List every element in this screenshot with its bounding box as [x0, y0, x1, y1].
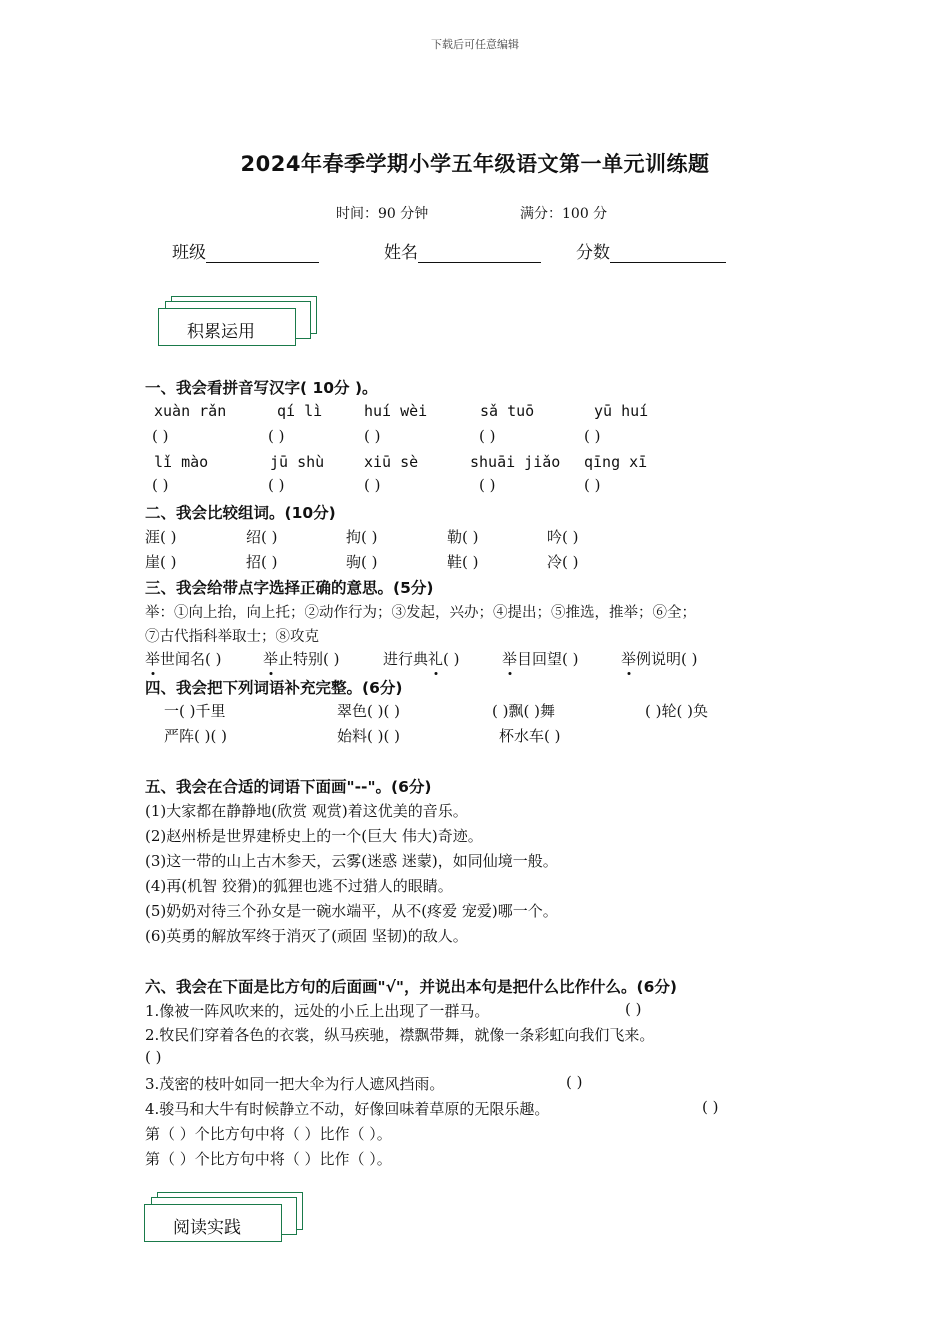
q2-item-8[interactable]: 驹( ) [346, 553, 378, 571]
q4-item-1[interactable]: 一( )千里 [164, 702, 226, 720]
section-label-reading: 阅读实践 [173, 1218, 241, 1238]
q4-item-3[interactable]: ( )飘( )舞 [492, 702, 555, 720]
q3-item-5[interactable]: 举例说明( ) [621, 650, 698, 668]
q1-pinyin-1: xuàn rǎn [154, 402, 227, 420]
q1-answer-6[interactable]: ( ) [152, 476, 169, 494]
q2-item-10[interactable]: 冷( ) [547, 553, 579, 571]
q5-title: 五、我会在合适的词语下面画"--"。(6分) [145, 778, 432, 796]
name-blank[interactable] [418, 244, 541, 263]
q1-pinyin-4: sǎ tuō [480, 402, 535, 420]
class-field [172, 238, 319, 263]
q3-options-line-1: 举：①向上抬，向上托；②动作行为；③发起，兴办；④提出；⑤推选，推举；⑥全； [145, 605, 696, 621]
q2-title: 二、我会比较组词。(10分) [145, 504, 336, 522]
q6-sentence-4: 4.骏马和大牛有时候静立不动，好像回味着草原的无限乐趣。 [145, 1100, 550, 1118]
q2-item-2[interactable]: 绍( ) [246, 528, 278, 546]
q1-pinyin-3: huí wèi [364, 402, 428, 420]
q6-sentence-2: 2.牧民们穿着各色的衣裳，纵马疾驰，襟飘带舞，就像一条彩虹向我们飞来。 [145, 1026, 655, 1044]
q2-item-3[interactable]: 拘( ) [346, 528, 378, 546]
q1-pinyin-8: xiū sè [364, 453, 419, 471]
q2-item-6[interactable]: 崖( ) [145, 553, 177, 571]
q5-item-5[interactable]: (5)奶奶对待三个孙女是一碗水端平，从不(疼爱 宠爱)哪一个。 [145, 902, 558, 920]
q3-item-4[interactable]: 举目回望( ) [502, 650, 579, 668]
q5-item-2[interactable]: (2)赵州桥是世界建桥史上的一个(巨大 伟大)奇迹。 [145, 827, 483, 845]
page-title: 2024年春季学期小学五年级语文第一单元训练题 [240, 152, 710, 176]
header-note: 下载后可任意编辑 [431, 38, 519, 51]
q5-item-3[interactable]: (3)这一带的山上古木参天，云雾(迷惑 迷蒙)，如同仙境一般。 [145, 852, 558, 870]
q3-options-line-2: ⑦古代指科举取士；⑧攻克 [145, 629, 319, 645]
section-label-accumulation: 积累运用 [187, 322, 255, 342]
q4-item-6[interactable]: 始料( )( ) [337, 727, 400, 745]
q1-answer-4[interactable]: ( ) [479, 427, 496, 445]
q4-item-4[interactable]: ( )轮( )奂 [645, 702, 708, 720]
q3-item-3[interactable]: 进行典礼( ) [383, 650, 460, 668]
q6-check-3[interactable]: ( ) [566, 1073, 583, 1091]
q1-pinyin-10: qīng xī [584, 453, 648, 471]
q1-answer-10[interactable]: ( ) [584, 476, 601, 494]
score-field [576, 238, 726, 263]
exam-total-score: 满分：100 分 [520, 206, 608, 222]
q1-answer-5[interactable]: ( ) [584, 427, 601, 445]
q4-item-7[interactable]: 杯水车( ) [499, 727, 561, 745]
q1-pinyin-9: shuāi jiǎo [470, 453, 561, 471]
class-label: 班级 [172, 243, 206, 263]
q1-answer-7[interactable]: ( ) [268, 476, 285, 494]
q2-item-7[interactable]: 招( ) [246, 553, 278, 571]
name-label: 姓名 [384, 243, 418, 263]
q3-title: 三、我会给带点字选择正确的意思。(5分) [145, 579, 434, 597]
section-banner-accumulation [155, 296, 320, 348]
q3-item-1[interactable]: 举世闻名( ) [145, 650, 222, 668]
q4-title: 四、我会把下列词语补充完整。(6分) [145, 679, 403, 697]
q6-fill-1[interactable]: 第（ ）个比方句中将（ ）比作（ ）。 [145, 1125, 392, 1143]
q1-pinyin-6: lǐ mào [154, 453, 209, 471]
section-banner-reading [141, 1192, 306, 1244]
q6-check-4[interactable]: ( ) [702, 1098, 719, 1116]
q1-answer-2[interactable]: ( ) [268, 427, 285, 445]
q6-check-1[interactable]: ( ) [625, 1000, 642, 1018]
q2-item-9[interactable]: 鞋( ) [447, 553, 479, 571]
q5-item-1[interactable]: (1)大家都在静静地(欣赏 观赏)着这优美的音乐。 [145, 802, 468, 820]
q6-fill-2[interactable]: 第（ ）个比方句中将（ ）比作（ ）。 [145, 1150, 392, 1168]
q1-pinyin-2: qí lì [277, 402, 323, 420]
q4-item-5[interactable]: 严阵( )( ) [164, 727, 227, 745]
q2-item-5[interactable]: 吟( ) [547, 528, 579, 546]
class-blank[interactable] [206, 244, 319, 263]
q1-title: 一、我会看拼音写汉字( 10分 )。 [145, 379, 378, 397]
q3-item-2[interactable]: 举止特别( ) [263, 650, 340, 668]
q1-pinyin-5: yū huí [594, 402, 649, 420]
q1-answer-9[interactable]: ( ) [479, 476, 496, 494]
q1-answer-1[interactable]: ( ) [152, 427, 169, 445]
name-field [384, 238, 541, 263]
q1-pinyin-7: jū shù [270, 453, 325, 471]
q5-item-6[interactable]: (6)英勇的解放军终于消灭了(顽固 坚韧)的敌人。 [145, 927, 468, 945]
q4-item-2[interactable]: 翠色( )( ) [337, 702, 400, 720]
q2-item-4[interactable]: 勒( ) [447, 528, 479, 546]
score-blank[interactable] [610, 244, 726, 263]
q1-answer-8[interactable]: ( ) [364, 476, 381, 494]
q6-sentence-3: 3.茂密的枝叶如同一把大伞为行人遮风挡雨。 [145, 1075, 445, 1093]
q6-title: 六、我会在下面是比方句的后面画"√"，并说出本句是把什么比作什么。(6分) [145, 978, 677, 996]
q2-item-1[interactable]: 涯( ) [145, 528, 177, 546]
score-label: 分数 [576, 243, 610, 263]
q6-check-2[interactable]: ( ) [145, 1048, 162, 1066]
exam-time: 时间：90 分钟 [336, 206, 429, 222]
q1-answer-3[interactable]: ( ) [364, 427, 381, 445]
q5-item-4[interactable]: (4)再(机智 狡猾)的狐狸也逃不过猎人的眼睛。 [145, 877, 453, 895]
q6-sentence-1: 1.像被一阵风吹来的，远处的小丘上出现了一群马。 [145, 1002, 490, 1020]
